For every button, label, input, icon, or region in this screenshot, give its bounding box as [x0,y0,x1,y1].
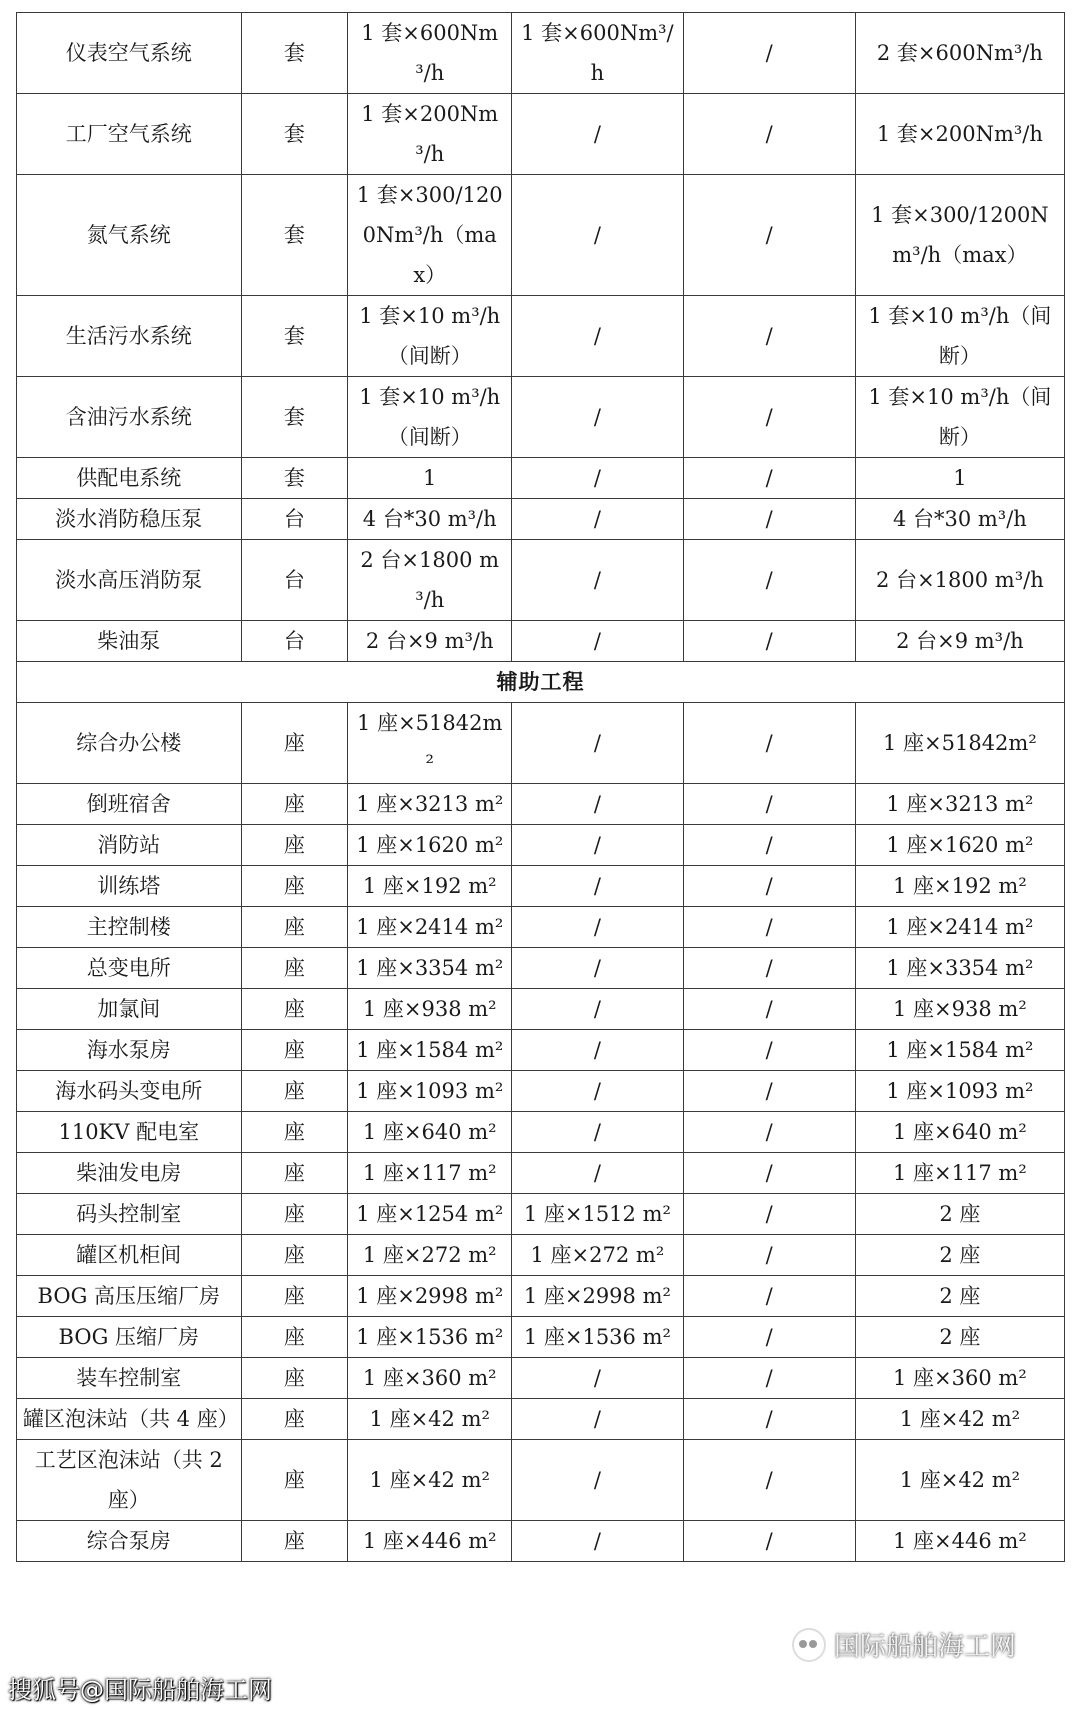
table-cell: 1 座×1536 m² [512,1317,683,1358]
table-cell: / [683,948,855,989]
table-cell: 1 套×200Nm³/h [348,94,512,175]
table-cell: / [683,540,855,621]
table-cell: 2 台×9 m³/h [855,621,1064,662]
table-cell: / [683,175,855,296]
table-cell: / [683,866,855,907]
table-cell: 主控制楼 [17,907,242,948]
table-cell: / [512,1358,683,1399]
wechat-icon [792,1628,826,1662]
table-cell: 2 座 [855,1235,1064,1276]
table-cell: 1 套×10 m³/h（间断） [348,377,512,458]
table-row [17,989,1065,1030]
table-cell: / [683,989,855,1030]
table-cell: / [683,1317,855,1358]
table-cell: 1 座×640 m² [348,1112,512,1153]
table-cell: 工厂空气系统 [17,94,242,175]
table-row [17,296,1065,377]
table-cell: / [683,825,855,866]
table-cell: / [512,540,683,621]
table-cell: / [683,296,855,377]
table-cell: 淡水消防稳压泵 [17,499,242,540]
table-cell: 1 套×600Nm³/h [348,13,512,94]
table-row [17,948,1065,989]
table-cell: / [683,1399,855,1440]
table-row [17,1194,1065,1235]
table-cell: 座 [241,784,348,825]
table-cell: 1 [348,458,512,499]
table-cell: / [683,13,855,94]
table-cell: 装车控制室 [17,1358,242,1399]
table-row [17,1112,1065,1153]
table-cell: 1 座×1512 m² [512,1194,683,1235]
table-cell: 座 [241,1521,348,1562]
table-body-auxiliary [17,703,1065,1562]
table-cell: 1 座×42 m² [348,1399,512,1440]
table-row [17,1317,1065,1358]
table-cell: 1 座×1093 m² [855,1071,1064,1112]
table-cell: 码头控制室 [17,1194,242,1235]
table-cell: 座 [241,948,348,989]
table-cell: / [512,784,683,825]
table-cell: 套 [241,377,348,458]
table-cell: 海水码头变电所 [17,1071,242,1112]
table-row [17,1358,1065,1399]
table-cell: 1 套×10 m³/h（间断） [855,377,1064,458]
table-cell: 1 座×2414 m² [855,907,1064,948]
table-cell: 1 座×3354 m² [855,948,1064,989]
table-cell: / [512,1112,683,1153]
table-cell: / [512,703,683,784]
table-cell: / [683,1276,855,1317]
table-cell: / [683,1194,855,1235]
table-cell: / [683,1112,855,1153]
table-cell: 含油污水系统 [17,377,242,458]
table-cell: / [512,1153,683,1194]
table-cell: / [683,499,855,540]
table-cell: 1 座×640 m² [855,1112,1064,1153]
table-cell: 座 [241,1399,348,1440]
table-cell: 2 座 [855,1276,1064,1317]
table-cell: 2 台×9 m³/h [348,621,512,662]
table-cell: / [683,377,855,458]
equipment-table [16,12,1065,1562]
table-cell: 氮气系统 [17,175,242,296]
table-cell: 1 座×1584 m² [348,1030,512,1071]
table-cell: 1 套×200Nm³/h [855,94,1064,175]
table-cell: 柴油泵 [17,621,242,662]
table-cell: 1 座×42 m² [348,1440,512,1521]
table-cell: 1 座×1584 m² [855,1030,1064,1071]
table-cell: 套 [241,296,348,377]
table-cell: 供配电系统 [17,458,242,499]
watermark-sohu: 搜狐号@国际船舶海工网 [8,1676,272,1704]
table-cell: 4 台*30 m³/h [855,499,1064,540]
table-cell: 消防站 [17,825,242,866]
section-title: 辅助工程 [17,662,1065,703]
table-cell: 2 台×1800 m³/h [348,540,512,621]
table-cell: 座 [241,1071,348,1112]
table-cell: 座 [241,866,348,907]
table-cell: / [512,175,683,296]
table-cell: 座 [241,1317,348,1358]
section-header-row [17,662,1065,703]
table-cell: / [512,1030,683,1071]
table-cell: / [683,703,855,784]
table-cell: / [512,458,683,499]
table-cell: 1 座×446 m² [855,1521,1064,1562]
table-cell: / [683,1153,855,1194]
table-cell: / [512,1440,683,1521]
table-row [17,1521,1065,1562]
table-cell: 1 座×1536 m² [348,1317,512,1358]
table-cell: 1 座×117 m² [348,1153,512,1194]
table-cell: / [512,296,683,377]
table-row [17,907,1065,948]
table-cell: 座 [241,907,348,948]
table-cell: / [512,948,683,989]
watermark-wechat [792,1626,1016,1663]
table-cell: / [512,377,683,458]
table-cell: 1 座×360 m² [348,1358,512,1399]
table-cell: 1 座×272 m² [348,1235,512,1276]
table-row [17,13,1065,94]
table-cell: 1 座×2414 m² [348,907,512,948]
table-cell: / [683,621,855,662]
table-cell: 1 座×446 m² [348,1521,512,1562]
watermark-wechat-label: 国际船舶海工网 [833,1632,1016,1662]
table-cell: 总变电所 [17,948,242,989]
table-cell: 1 座×2998 m² [348,1276,512,1317]
table-cell: 工艺区泡沫站（共 2 座） [17,1440,242,1521]
table-cell: 1 座×51842m² [348,703,512,784]
table-cell: 1 座×42 m² [855,1399,1064,1440]
table-cell: / [512,621,683,662]
table-cell: 座 [241,1276,348,1317]
table-cell: 1 座×272 m² [512,1235,683,1276]
table-cell: / [683,1521,855,1562]
table-row [17,784,1065,825]
table-cell: 1 套×300/1200Nm³/h（max） [855,175,1064,296]
table-cell: 1 座×3354 m² [348,948,512,989]
table-cell: / [512,1071,683,1112]
table-cell: / [683,784,855,825]
table-cell: 淡水高压消防泵 [17,540,242,621]
table-row [17,1235,1065,1276]
table-cell: / [683,1030,855,1071]
table-cell: / [512,1521,683,1562]
table-row [17,1030,1065,1071]
table-cell: 座 [241,703,348,784]
table-cell: 座 [241,1112,348,1153]
table-body-top [17,13,1065,662]
table-cell: / [512,866,683,907]
table-cell: 台 [241,540,348,621]
table-cell: BOG 高压压缩厂房 [17,1276,242,1317]
table-cell: 生活污水系统 [17,296,242,377]
table-cell: 海水泵房 [17,1030,242,1071]
table-cell: 1 座×51842m² [855,703,1064,784]
table-cell: 1 套×10 m³/h（间断） [855,296,1064,377]
table-cell: 1 套×600Nm³/h [512,13,683,94]
table-cell: / [512,989,683,1030]
table-row [17,825,1065,866]
table-cell: / [683,1440,855,1521]
table-row [17,458,1065,499]
table-cell: 套 [241,13,348,94]
table-cell: 罐区机柜间 [17,1235,242,1276]
table-cell: 套 [241,458,348,499]
table-cell: / [683,1071,855,1112]
table-cell: 台 [241,499,348,540]
table-cell: 1 座×192 m² [348,866,512,907]
table-cell: 1 套×300/1200Nm³/h（max） [348,175,512,296]
table-cell: 座 [241,1440,348,1521]
table-cell: 1 [855,458,1064,499]
table-cell: 座 [241,989,348,1030]
table-row [17,499,1065,540]
table-cell: 仪表空气系统 [17,13,242,94]
table-cell: 2 座 [855,1194,1064,1235]
table-cell: 2 座 [855,1317,1064,1358]
table-cell: / [683,1235,855,1276]
table-cell: 1 座×3213 m² [855,784,1064,825]
table-row [17,621,1065,662]
table-cell: BOG 压缩厂房 [17,1317,242,1358]
table-cell: 罐区泡沫站（共 4 座） [17,1399,242,1440]
table-cell: / [512,825,683,866]
table-cell: 110KV 配电室 [17,1112,242,1153]
table-row [17,703,1065,784]
table-cell: 座 [241,1194,348,1235]
table-cell: 座 [241,1153,348,1194]
table-cell: / [683,458,855,499]
table-cell: 1 套×10 m³/h（间断） [348,296,512,377]
table-cell: / [683,1358,855,1399]
table-cell: 加氯间 [17,989,242,1030]
table-row [17,175,1065,296]
table-cell: 1 座×1620 m² [348,825,512,866]
table-row [17,377,1065,458]
table-cell: 柴油发电房 [17,1153,242,1194]
table-row [17,540,1065,621]
table-row [17,1399,1065,1440]
table-cell: / [683,94,855,175]
table-cell: / [512,94,683,175]
table-cell: / [683,907,855,948]
table-cell: 倒班宿舍 [17,784,242,825]
table-row [17,94,1065,175]
table-cell: 1 座×2998 m² [512,1276,683,1317]
table-cell: 套 [241,94,348,175]
table-cell: 4 台*30 m³/h [348,499,512,540]
table-cell: 1 座×360 m² [855,1358,1064,1399]
table-cell: 1 座×3213 m² [348,784,512,825]
table-cell: 台 [241,621,348,662]
table-cell: 综合泵房 [17,1521,242,1562]
table-cell: 综合办公楼 [17,703,242,784]
table-cell: 座 [241,1030,348,1071]
table-cell: 1 座×938 m² [348,989,512,1030]
table-cell: 训练塔 [17,866,242,907]
table-cell: / [512,499,683,540]
table-cell: 座 [241,1235,348,1276]
table-row [17,1153,1065,1194]
table-cell: 1 座×42 m² [855,1440,1064,1521]
table-cell: 2 台×1800 m³/h [855,540,1064,621]
table-cell: 1 座×1093 m² [348,1071,512,1112]
table-cell: 1 座×117 m² [855,1153,1064,1194]
table-cell: 1 座×1254 m² [348,1194,512,1235]
table-cell: 座 [241,825,348,866]
table-row [17,866,1065,907]
table-cell: 座 [241,1358,348,1399]
table-cell: 1 座×192 m² [855,866,1064,907]
table-row [17,1440,1065,1521]
table-cell: 2 套×600Nm³/h [855,13,1064,94]
table-cell: 1 座×938 m² [855,989,1064,1030]
table-cell: 套 [241,175,348,296]
table-cell: / [512,1399,683,1440]
table-cell: 1 座×1620 m² [855,825,1064,866]
table-row [17,1071,1065,1112]
table-row [17,1276,1065,1317]
table-cell: / [512,907,683,948]
